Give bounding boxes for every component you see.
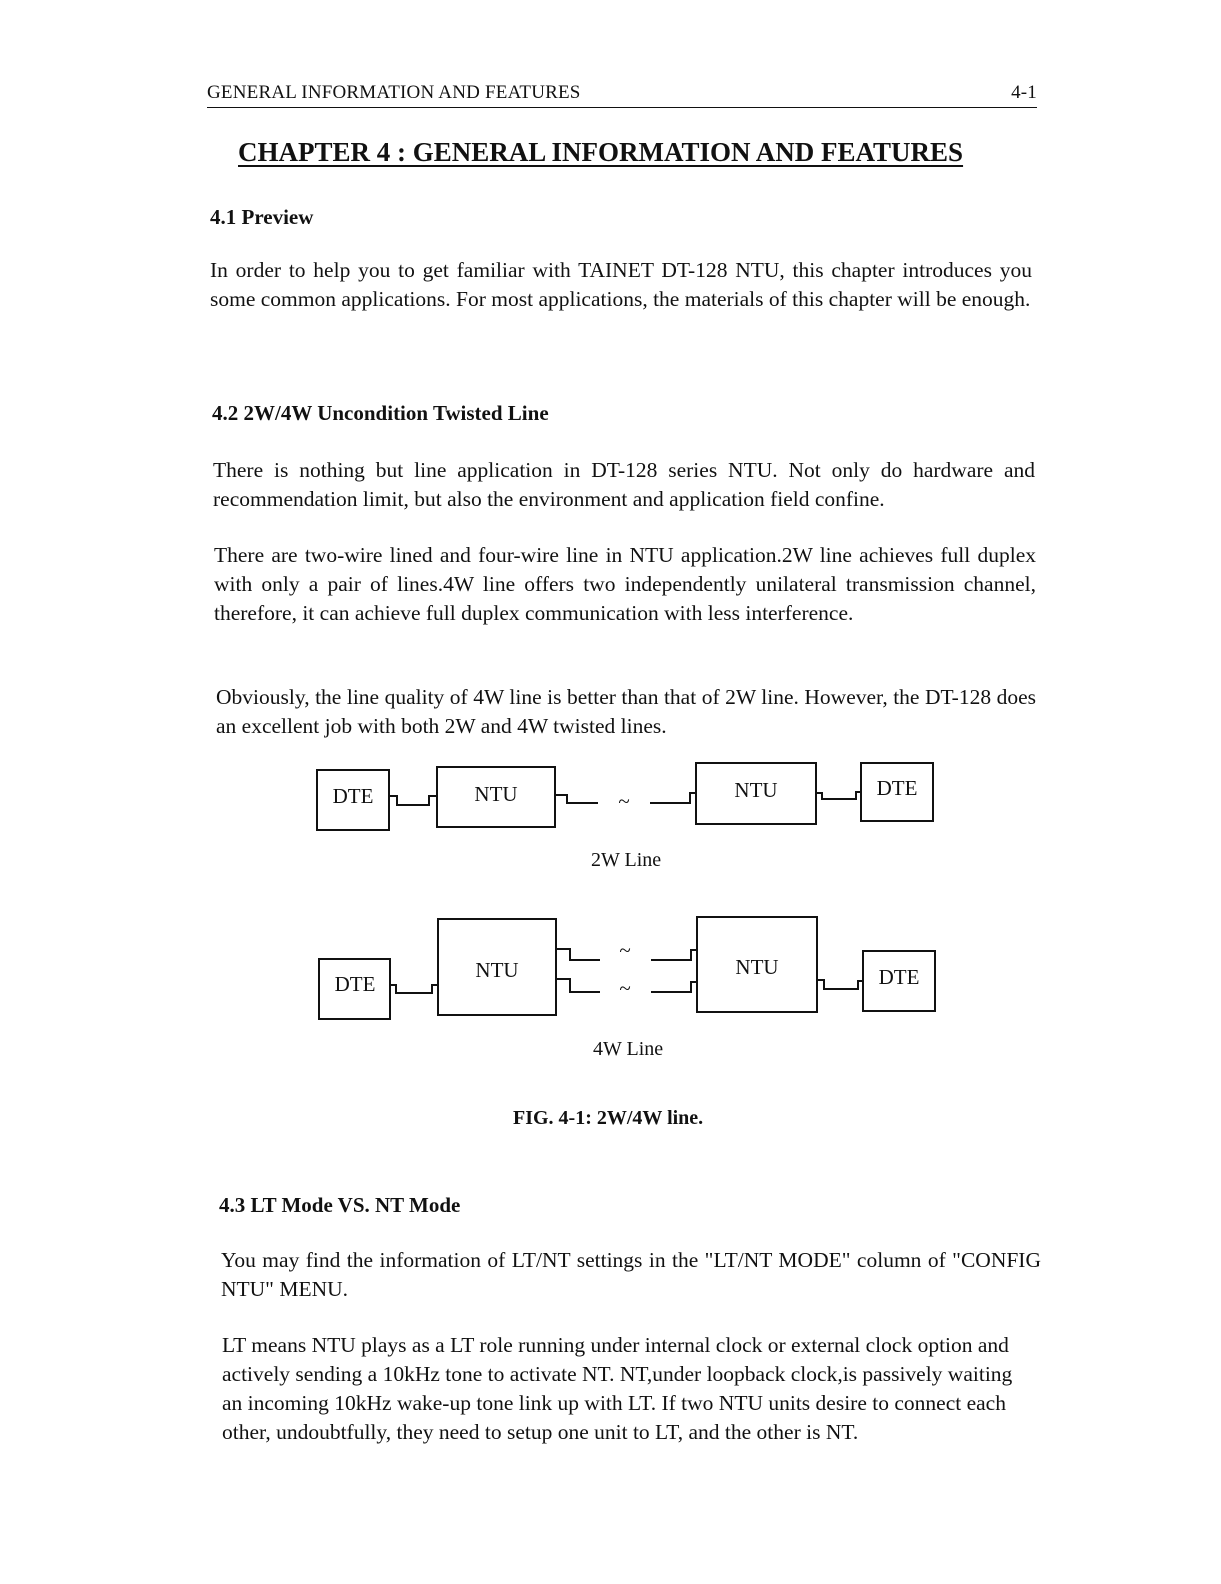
connector-4w-left	[390, 985, 438, 993]
ntu-box-4w-left	[438, 919, 556, 1015]
dte-label-4w-left: DTE	[334, 972, 376, 996]
figure-label-2w: 2W Line	[591, 849, 662, 871]
line-4w-left-top	[556, 949, 600, 960]
paragraph-line-application: There is nothing but line application in DT-128 series NTU. Not only do hardware and recommendation limit, but also the environment and application field confine.	[213, 458, 1035, 511]
paragraph-line-quality: Obviously, the line quality of 4W line is better than that of 2W line. However, the DT-128 does an excellent job with both 2W and 4W twisted lines.	[216, 685, 1036, 738]
line-2w-right	[650, 793, 696, 803]
chapter-title: CHAPTER 4 : GENERAL INFORMATION AND FEATURES	[238, 137, 964, 167]
ntu-box-2w-right	[696, 763, 816, 824]
line-4w-right-bottom	[651, 982, 697, 992]
section-heading-preview: 4.1 Preview	[210, 205, 314, 229]
line-4w-left-bottom	[556, 979, 600, 992]
connector-2w-right	[816, 792, 861, 799]
line-4w-right-top	[651, 950, 697, 960]
tilde-2w: ~	[618, 789, 630, 813]
ntu-label-2w-left: NTU	[474, 782, 518, 806]
header-rule	[207, 107, 1037, 108]
ntu-label-4w-right: NTU	[735, 955, 779, 979]
paragraph-lt-nt-explanation: LT means NTU plays as a LT role running under internal clock or external clock option and actively sending a 10kHz tone to activate NT. NT,under loopback clock,is passively waiting an incoming 10kHz wake-up tone link up with LT. If two NTU units desire to connect each other, undoubtfully, they need to setup one unit to LT, and the other is NT.	[222, 1333, 1013, 1444]
figure-label-4w: 4W Line	[593, 1038, 664, 1060]
paragraph-lt-nt-settings: You may find the information of LT/NT settings in the "LT/NT MODE" column of "CONFIG NTU" MENU.	[221, 1248, 1041, 1301]
page-number: 4-1	[1011, 82, 1037, 103]
dte-label-4w-right: DTE	[878, 965, 920, 989]
running-title: GENERAL INFORMATION AND FEATURES	[207, 82, 581, 103]
paragraph-2w-4w: There are two-wire lined and four-wire line in NTU application.2W line achieves full duplex with only a pair of lines.4W line offers two independently unilateral transmission channel, therefore, it can achieve full duplex communication with less interference.	[214, 543, 1036, 625]
section-heading-lt-nt: 4.3 LT Mode VS. NT Mode	[219, 1193, 461, 1217]
tilde-4w-bottom: ~	[619, 976, 631, 1000]
dte-box-4w-left	[319, 959, 390, 1019]
connector-4w-right	[817, 980, 863, 989]
ntu-label-4w-left: NTU	[475, 958, 519, 982]
figure-caption: FIG. 4-1: 2W/4W line.	[513, 1107, 704, 1129]
running-header	[207, 82, 1037, 104]
tilde-4w-top: ~	[619, 938, 631, 962]
dte-label-2w-right: DTE	[876, 776, 918, 800]
dte-box-2w-left	[317, 770, 389, 830]
line-2w-left	[555, 795, 598, 803]
section-heading-twisted-line: 4.2 2W/4W Uncondition Twisted Line	[212, 401, 549, 425]
ntu-box-4w-right	[697, 917, 817, 1012]
paragraph-preview: In order to help you to get familiar with TAINET DT-128 NTU, this chapter introduces you some common applications. For most applications, the materials of this chapter will be enough.	[210, 258, 1032, 311]
connector-2w-left	[389, 796, 437, 805]
dte-label-2w-left: DTE	[332, 784, 374, 808]
dte-box-2w-right	[861, 763, 933, 821]
dte-box-4w-right	[863, 951, 935, 1011]
ntu-box-2w-left	[437, 767, 555, 827]
ntu-label-2w-right: NTU	[734, 778, 778, 802]
